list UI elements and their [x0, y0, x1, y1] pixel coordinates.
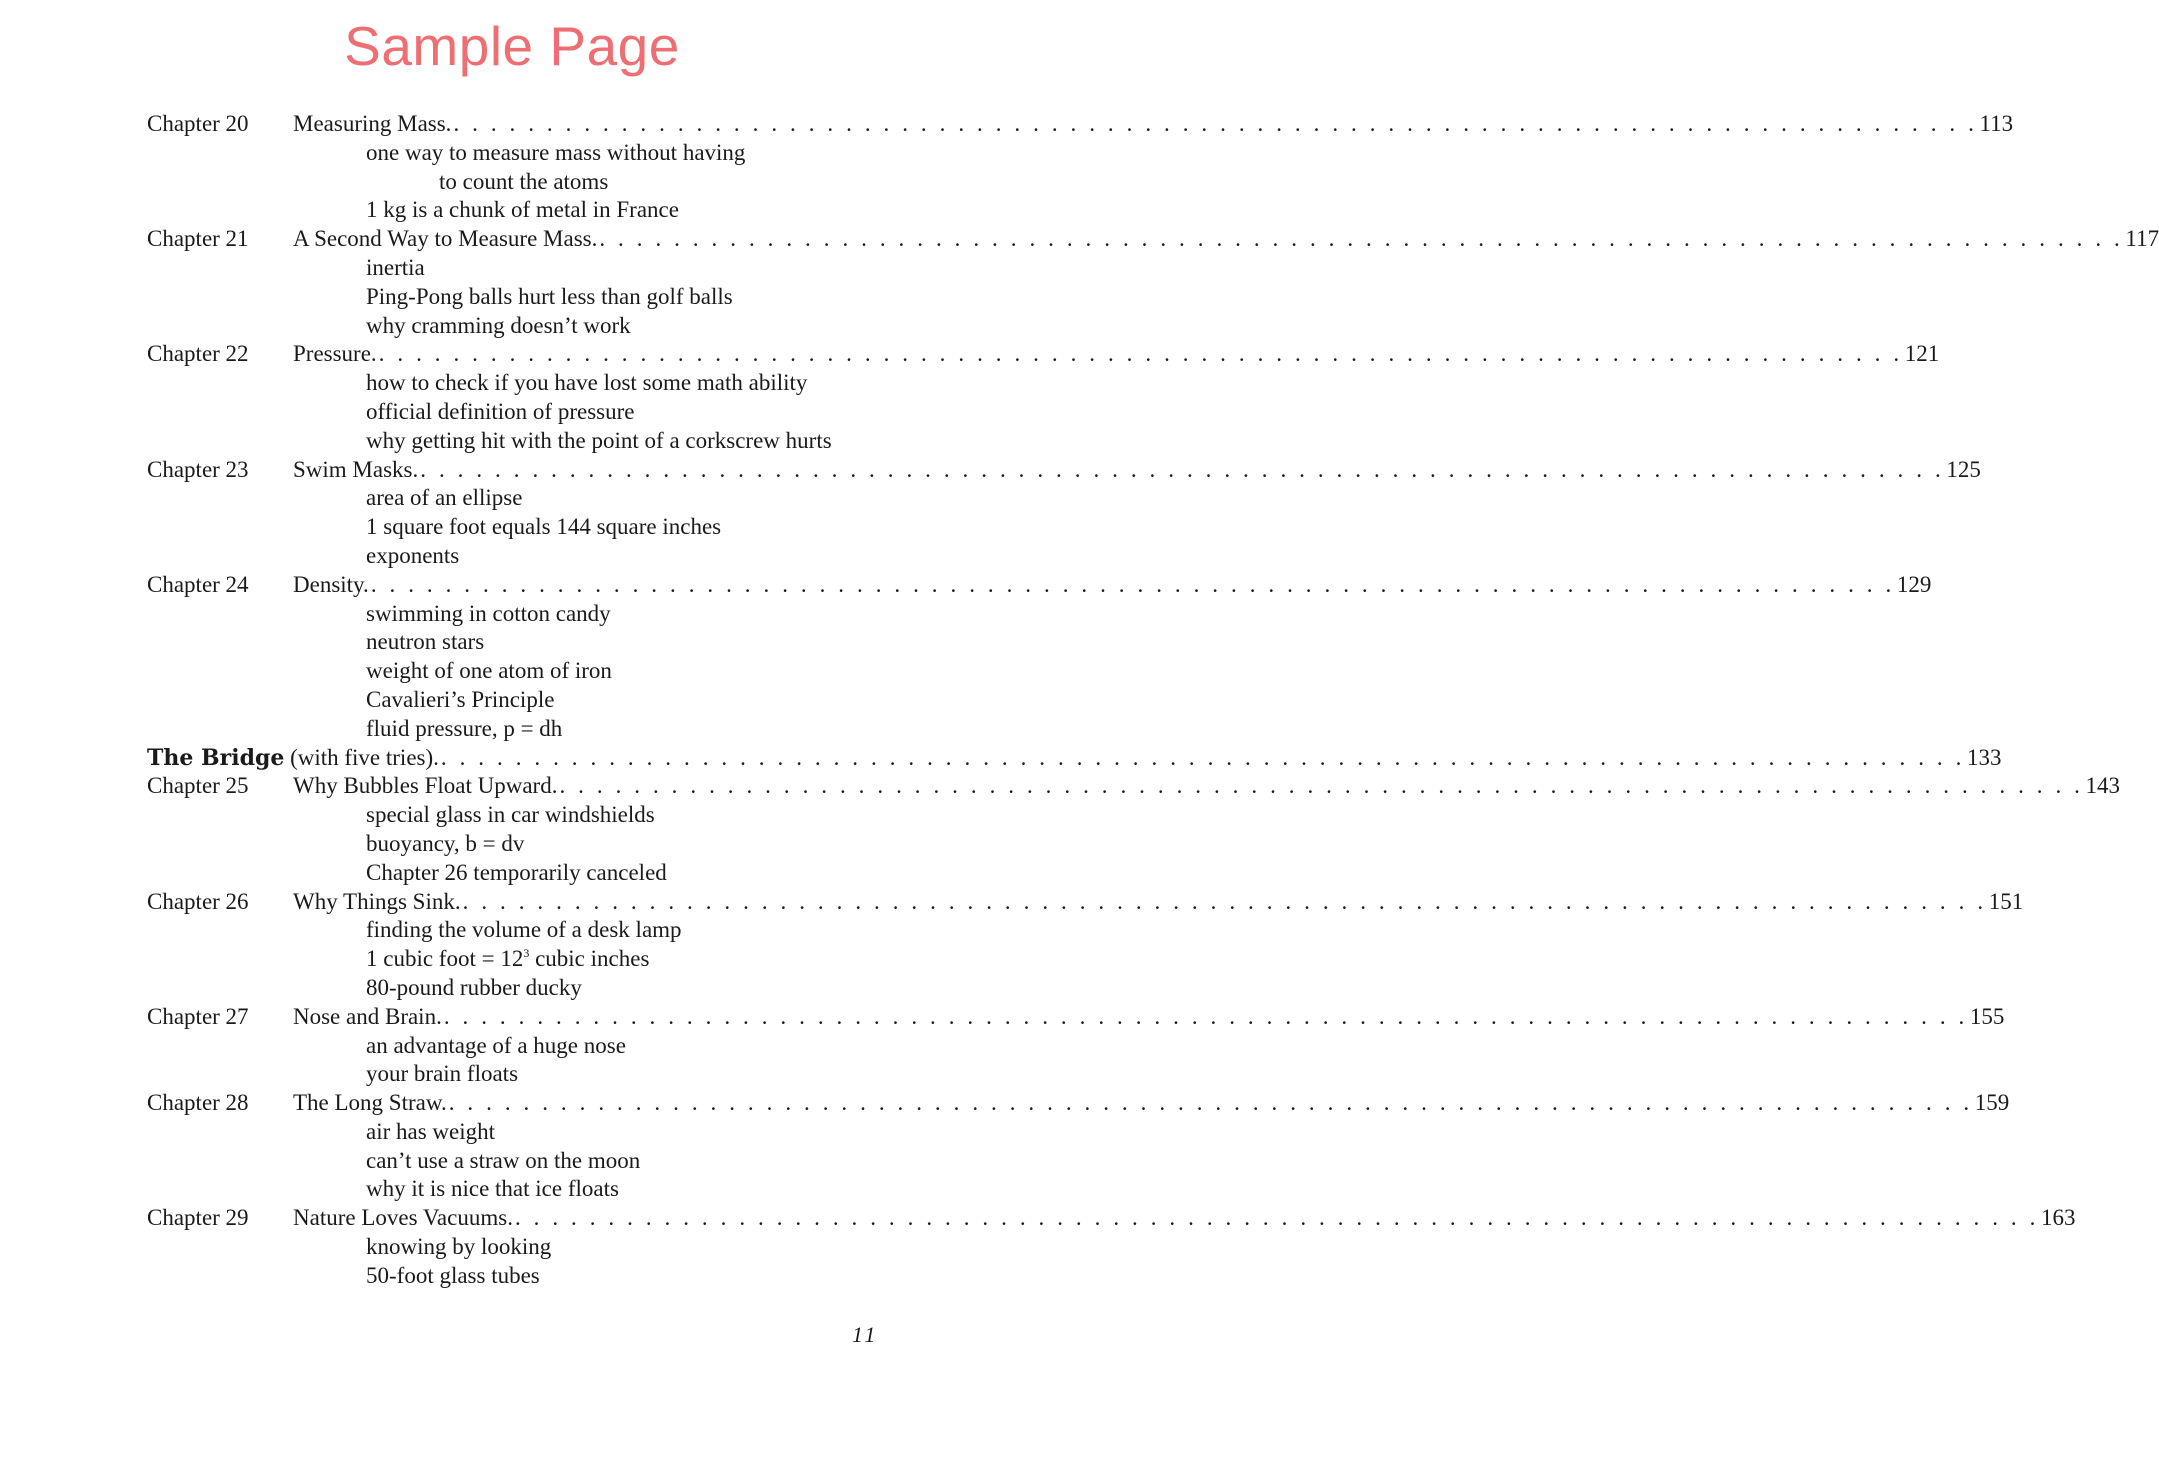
topic-text: how to check if you have lost some math ability — [366, 370, 808, 396]
page-ref: 129 — [1896, 571, 1932, 597]
topic-line — [147, 686, 877, 715]
dot-leader: . . . . . . . . . . . . . . . . . . . . . . . . . . . . . . . . . . . . . . . . . . . . . . . . . . . . . . . . . . . . . . . . . . . . . . . . . . . . . . . . . . — [448, 1090, 1973, 1116]
chapter-title: The Long Straw. — [293, 1090, 447, 1116]
chapter-entry — [147, 340, 1940, 369]
chapter-number: Chapter 28 — [147, 1090, 249, 1116]
chapter-title: Swim Masks. — [293, 456, 419, 482]
topic-line — [147, 600, 877, 629]
topic-text: 1 square foot equals 144 square inches — [366, 514, 722, 540]
chapter-title: Measuring Mass. — [293, 111, 452, 136]
dot-leader: . . . . . . . . . . . . . . . . . . . . . . . . . . . . . . . . . . . . . . . . . . . . . . . . . . . . . . . . . . . . . . . . . . . . . . . . . . . . . . . . . . — [599, 226, 2124, 252]
topic-line — [147, 513, 877, 542]
page-ref: 121 — [1904, 341, 1940, 367]
topic-text: neutron stars — [366, 629, 485, 655]
topic-text: area of an ellipse — [366, 485, 523, 511]
topic-text: special glass in car windshields — [366, 802, 655, 828]
chapter-entry — [147, 1204, 2076, 1233]
topic-line — [147, 139, 877, 168]
bridge-title-strong: The Bridge — [147, 744, 285, 771]
chapter-entry — [147, 888, 2024, 917]
topic-text: 80-pound rubber ducky — [366, 974, 582, 1000]
chapter-title: Nature Loves Vacuums. — [293, 1205, 513, 1231]
chapter-number: Chapter 21 — [147, 226, 249, 252]
topic-text: why it is nice that ice floats — [366, 1176, 619, 1202]
dot-leader: . . . . . . . . . . . . . . . . . . . . . . . . . . . . . . . . . . . . . . . . . . . . . . . . . . . . . . . . . . . . . . . . . . . . . . . . . . . . . . . . . . — [559, 773, 2084, 799]
chapter-number: Chapter 22 — [147, 341, 249, 367]
topic-line — [147, 974, 877, 1003]
topic-text: finding the volume of a desk lamp — [366, 917, 682, 943]
topic-line — [147, 1060, 877, 1089]
topic-line — [147, 657, 877, 686]
topic-text: can’t use a straw on the moon — [366, 1147, 641, 1173]
topic-line — [147, 945, 877, 974]
topic-text: knowing by looking — [366, 1234, 552, 1260]
topic-line — [147, 196, 877, 225]
topic-text: buoyancy, b = dv — [366, 830, 525, 856]
chapter-number: Chapter 29 — [147, 1205, 249, 1231]
chapter-entry — [147, 225, 2159, 254]
page-ref: 143 — [2085, 773, 2121, 799]
page-ref: 163 — [2041, 1205, 2076, 1231]
page-ref: 133 — [1966, 744, 2002, 770]
topic-text: Ping-Pong balls hurt less than golf balls — [366, 283, 733, 309]
chapter-number: Chapter 27 — [147, 1003, 249, 1029]
topic-line — [147, 312, 877, 341]
topic-text: fluid pressure, p = dh — [366, 715, 563, 741]
topic-text: air has weight — [366, 1118, 496, 1144]
topic-line — [147, 628, 877, 657]
chapter-entry — [147, 1003, 2005, 1032]
sample-page-watermark: Sample Page — [344, 15, 680, 77]
topic-line — [147, 830, 877, 859]
dot-leader: . . . . . . . . . . . . . . . . . . . . . . . . . . . . . . . . . . . . . . . . . . . . . . . . . . . . . . . . . . . . . . . . . . . . . . . . . . . . . . . . . . — [443, 1003, 1968, 1029]
chapter-number: Chapter 23 — [147, 456, 249, 482]
chapter-number: Chapter 26 — [147, 888, 249, 914]
topic-text: why getting hit with the point of a corkscrew hurts — [366, 427, 832, 453]
topic-line — [147, 859, 877, 888]
topic-text: Chapter 26 temporarily canceled — [366, 859, 667, 885]
topic-line — [147, 283, 877, 312]
topic-line — [147, 168, 877, 197]
topic-text: why cramming doesn’t work — [366, 312, 631, 338]
topic-text: exponents — [366, 542, 460, 568]
topic-line — [147, 1118, 877, 1147]
topic-text: to count the atoms — [439, 168, 609, 194]
chapter-entry — [147, 772, 2121, 801]
chapter-entry — [147, 110, 2014, 139]
topic-line — [147, 427, 877, 456]
page-number: 11 — [852, 1322, 879, 1347]
topic-text: inertia — [366, 254, 425, 280]
topic-line — [147, 484, 877, 513]
topic-text: Cavalieri’s Principle — [366, 686, 555, 712]
chapter-number: Chapter 25 — [147, 773, 249, 799]
dot-leader: . . . . . . . . . . . . . . . . . . . . . . . . . . . . . . . . . . . . . . . . . . . . . . . . . . . . . . . . . . . . . . . . . . . . . . . . . . . . . . . . . . — [514, 1205, 2039, 1231]
topic-line — [147, 1175, 877, 1204]
chapter-number: Chapter 24 — [147, 571, 249, 597]
page-ref: 117 — [2125, 226, 2159, 252]
topic-line — [147, 369, 877, 398]
chapter-number: Chapter 20 — [147, 111, 249, 136]
chapter-title: Why Bubbles Float Upward. — [293, 773, 558, 799]
bridge-title-rest: (with five tries). — [284, 744, 439, 770]
chapter-entry — [147, 1089, 2010, 1118]
topic-line — [147, 398, 877, 427]
topic-line — [147, 916, 877, 945]
topic-line — [147, 1233, 877, 1262]
topic-line — [147, 801, 877, 830]
topic-text: your brain floats — [366, 1061, 519, 1087]
topic-line — [147, 1147, 877, 1176]
dot-leader: . . . . . . . . . . . . . . . . . . . . . . . . . . . . . . . . . . . . . . . . . . . . . . . . . . . . . . . . . . . . . . . . . . . . . . . . . . . . . . . . . . — [462, 888, 1987, 914]
topic-line — [147, 254, 877, 283]
topic-line — [147, 1032, 877, 1061]
bridge-entry — [147, 744, 2002, 773]
topic-text: 1 cubic foot = $12^3$ cubic inches — [366, 946, 650, 972]
page-ref: 151 — [1988, 888, 2024, 914]
topic-text: 50-foot glass tubes — [366, 1262, 540, 1288]
topic-line — [147, 1262, 877, 1291]
chapter-entry — [147, 456, 1981, 485]
topic-line — [147, 542, 877, 571]
topic-text: swimming in cotton candy — [366, 600, 611, 626]
chapter-title: A Second Way to Measure Mass. — [293, 226, 598, 252]
page-ref: 125 — [1946, 456, 1981, 482]
superscript-exponent: 3 — [523, 946, 530, 961]
dot-leader: . . . . . . . . . . . . . . . . . . . . . . . . . . . . . . . . . . . . . . . . . . . . . . . . . . . . . . . . . . . . . . . . . . . . . . . . . . . . . . . . . . — [453, 111, 1978, 136]
page-ref: 155 — [1969, 1003, 2005, 1029]
topic-text: one way to measure mass without having — [366, 139, 746, 165]
topic-text: official definition of pressure — [366, 398, 635, 424]
topic-text: an advantage of a huge nose — [366, 1032, 626, 1058]
page-ref: 159 — [1974, 1090, 2010, 1116]
dot-leader: . . . . . . . . . . . . . . . . . . . . . . . . . . . . . . . . . . . . . . . . . . . . . . . . . . . . . . . . . . . . . . . . . . . . . . . . . . . . . . . . . . — [440, 744, 1965, 770]
dot-leader: . . . . . . . . . . . . . . . . . . . . . . . . . . . . . . . . . . . . . . . . . . . . . . . . . . . . . . . . . . . . . . . . . . . . . . . . . . . . . . . . . . — [370, 571, 1895, 597]
dot-leader: . . . . . . . . . . . . . . . . . . . . . . . . . . . . . . . . . . . . . . . . . . . . . . . . . . . . . . . . . . . . . . . . . . . . . . . . . . . . . . . . . . — [378, 341, 1903, 367]
chapter-entry — [147, 571, 1932, 600]
bridge-title — [147, 744, 439, 773]
table-of-contents — [147, 110, 2159, 1291]
topic-line — [147, 715, 877, 744]
chapter-title: Pressure. — [293, 341, 377, 367]
chapter-title: Nose and Brain. — [293, 1003, 442, 1029]
chapter-title: Density. — [293, 571, 369, 597]
page-ref: 113 — [1979, 111, 2014, 136]
topic-text: weight of one atom of iron — [366, 658, 612, 684]
dot-leader: . . . . . . . . . . . . . . . . . . . . . . . . . . . . . . . . . . . . . . . . . . . . . . . . . . . . . . . . . . . . . . . . . . . . . . . . . . . . . . . . . . — [420, 456, 1945, 482]
topic-text: 1 kg is a chunk of metal in France — [366, 197, 679, 223]
chapter-title: Why Things Sink. — [293, 888, 461, 914]
